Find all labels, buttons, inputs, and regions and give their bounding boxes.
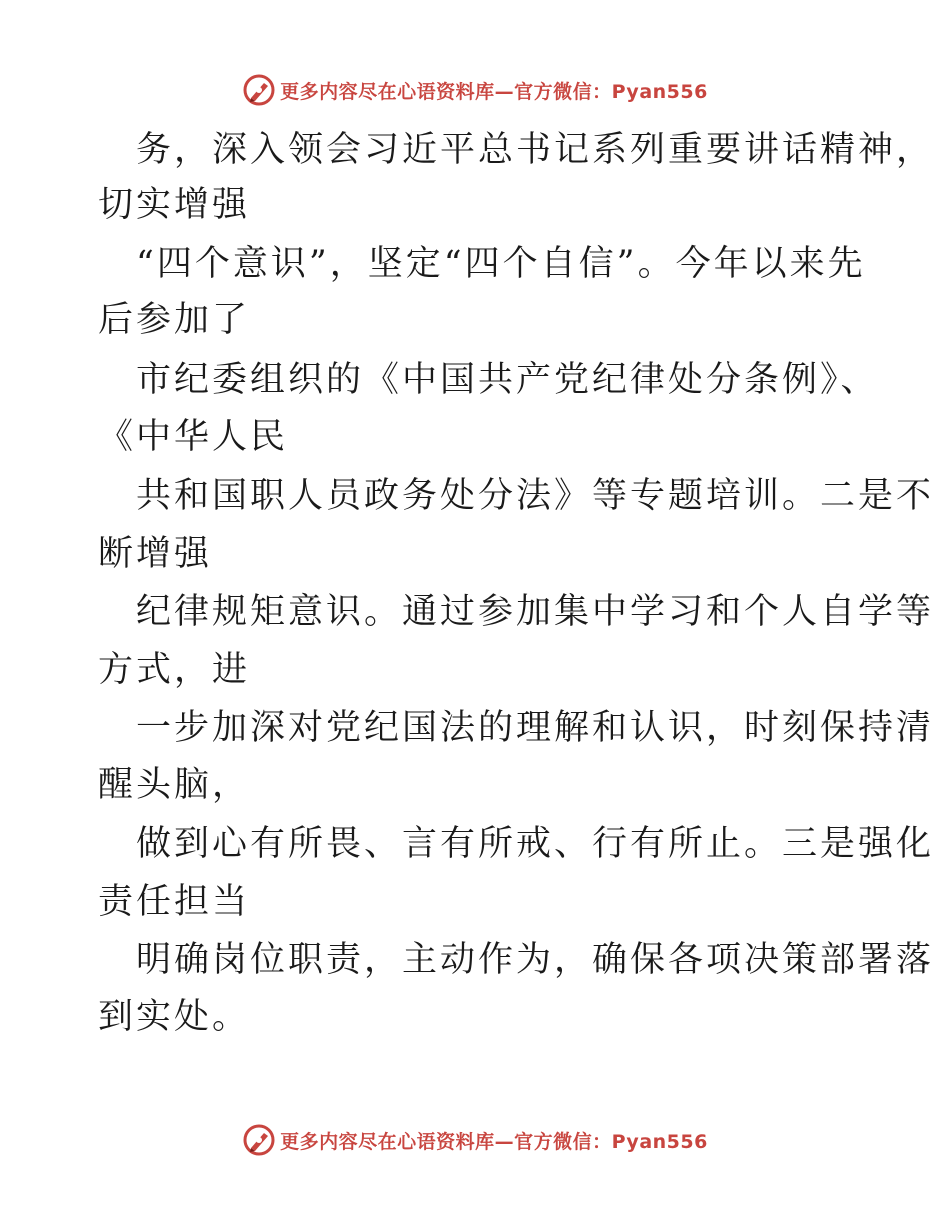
header-banner — [0, 70, 950, 110]
text-line: 醒头脑， — [98, 765, 251, 805]
text-line: 《中华人民 — [98, 417, 289, 457]
text-line: 一步加深对党纪国法的理解和认识，时刻保持清 — [136, 708, 935, 748]
text-line: 方式，进 — [98, 650, 251, 690]
footer-banner-text: 更多内容尽在心语资料库—官方微信：Pyan556 — [280, 1130, 708, 1153]
text-line: 纪律规矩意识。通过参加集中学习和个人自学等 — [136, 592, 935, 632]
header-banner-text: 更多内容尽在心语资料库—官方微信：Pyan556 — [280, 80, 708, 103]
text-line: 做到心有所畏、言有所戒、行有所止。三是强化 — [136, 824, 935, 864]
text-line: 后参加了 — [98, 300, 251, 340]
text-line: 务，深入领会习近平总书记系列重要讲话精神， — [136, 130, 935, 170]
text-line: “四个意识”，坚定“四个自信”。今年以来先 — [136, 244, 866, 284]
text-line: 共和国职人员政务处分法》等专题培训。二是不 — [136, 476, 935, 516]
text-line: 市纪委组织的《中国共产党纪律处分条例》、 — [136, 360, 879, 400]
text-line: 到实处。 — [98, 997, 251, 1037]
pen-in-circle-logo-icon — [242, 73, 276, 107]
text-line: 切实增强 — [98, 185, 251, 225]
footer-banner — [0, 1120, 950, 1160]
text-line: 断增强 — [98, 534, 213, 574]
pen-in-circle-logo-icon — [242, 1123, 276, 1157]
text-line: 责任担当 — [98, 882, 251, 922]
text-line: 明确岗位职责，主动作为，确保各项决策部署落 — [136, 940, 935, 980]
